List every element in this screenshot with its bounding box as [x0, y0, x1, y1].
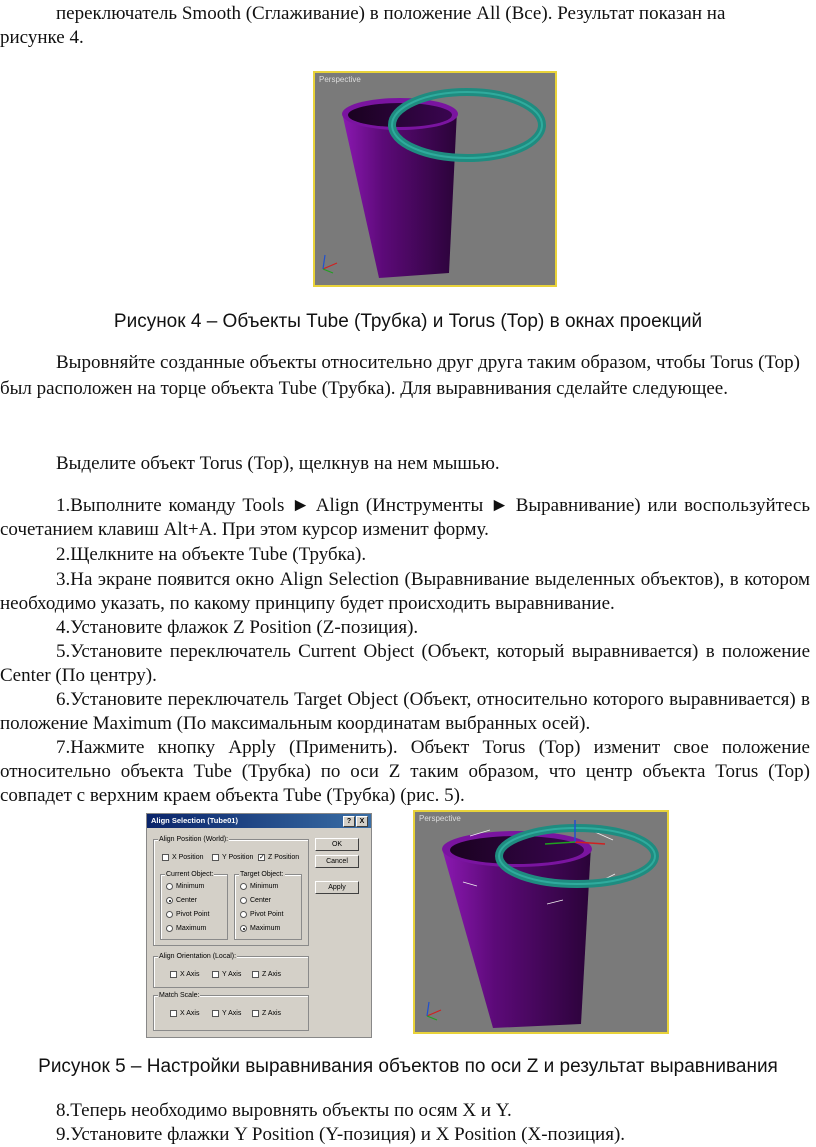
current-minimum-label: Minimum: [176, 883, 205, 890]
step-7: 7.Нажмите кнопку Apply (Применить). Объект Torus (Тор) изменит свое положение относительно объекта Tube (Трубка) по оси Z таким образом, что центр объекта Torus (Тор) совпадет с верхним краем объекта Tube (Трубка) (рис. 5).: [0, 737, 810, 806]
current-maximum-label: Maximum: [176, 925, 207, 932]
step-1: 1.Выполните команду Tools ► Align (Инструменты ► Выравнивание) или воспользуйтесь сочетанием клавиш Alt+A. При этом курсор изменит форму.: [0, 495, 810, 540]
figure-5-viewport: [413, 810, 669, 1034]
x-position-label: X Position: [172, 854, 204, 861]
step-9: 9.Установите флажки Y Position (Y-позиция) и X Position (X-позиция).: [56, 1124, 626, 1145]
target-object-title: Target Object:: [240, 871, 284, 878]
y-position-label: Y Position: [222, 854, 254, 861]
figure-4-viewport: [313, 71, 557, 287]
ok-button[interactable]: OK: [315, 838, 359, 851]
align-position-group: [153, 836, 309, 946]
dialog-titlebar: [147, 814, 371, 828]
help-button[interactable]: ?: [343, 816, 355, 827]
z-position-label: Z Position: [268, 854, 300, 861]
scale-x-label: X Axis: [180, 1010, 200, 1017]
align-position-title: Align Position (World):: [159, 836, 229, 843]
orient-z-label: Z Axis: [262, 971, 282, 978]
figure-5-caption: Рисунок 5 – Настройки выравнивания объектов по оси Z и результат выравнивания: [38, 1056, 778, 1077]
axis-gizmo-5: [427, 1002, 441, 1020]
target-maximum-radio[interactable]: [240, 925, 247, 932]
current-pivot-label: Pivot Point: [176, 911, 210, 918]
target-minimum-radio[interactable]: [240, 883, 247, 890]
scale-y-checkbox[interactable]: [212, 1010, 219, 1017]
align-selection-dialog: [146, 813, 372, 1038]
match-scale-title: Match Scale:: [159, 992, 200, 999]
target-pivot-label: Pivot Point: [250, 911, 284, 918]
orient-y-label: Y Axis: [222, 971, 242, 978]
current-minimum-radio[interactable]: [166, 883, 173, 890]
x-position-checkbox[interactable]: [162, 854, 169, 861]
tube-torus-render: [315, 73, 555, 285]
current-center-label: Center: [176, 897, 198, 904]
figure-4-caption: Рисунок 4 – Объекты Tube (Трубка) и Torus (Тор) в окнах проекций: [113, 311, 703, 332]
intro-line-1: переключатель Smooth (Сглаживание) в положение All (Все). Результат показан на: [56, 3, 726, 24]
target-center-radio[interactable]: [240, 897, 247, 904]
align-orientation-title: Align Orientation (Local):: [159, 953, 237, 960]
scale-x-checkbox[interactable]: [170, 1010, 177, 1017]
match-scale-group: [153, 992, 309, 1031]
apply-button[interactable]: Apply: [315, 881, 359, 894]
scale-z-checkbox[interactable]: [252, 1010, 259, 1017]
axis-gizmo: [323, 255, 337, 273]
target-object-group: [234, 871, 302, 940]
orient-x-label: X Axis: [180, 971, 200, 978]
current-object-group: [160, 871, 228, 940]
aligned-render: [415, 812, 667, 1032]
current-maximum-radio[interactable]: [166, 925, 173, 932]
paragraph-intro: [0, 2, 816, 50]
current-pivot-radio[interactable]: [166, 911, 173, 918]
close-button[interactable]: X: [356, 816, 368, 827]
step-6: 6.Установите переключатель Target Object (Объект, относительно которого выравнивается) в положение Maximum (По максимальным координатам выбранных осей).: [0, 689, 810, 734]
step-4: 4.Установите флажок Z Position (Z-позиция).: [56, 617, 419, 638]
step-5: 5.Установите переключатель Current Object (Объект, который выравнивается) в положение Center (По центру).: [0, 641, 810, 686]
orient-y-checkbox[interactable]: [212, 971, 219, 978]
target-pivot-radio[interactable]: [240, 911, 247, 918]
orient-x-checkbox[interactable]: [170, 971, 177, 978]
target-maximum-label: Maximum: [250, 925, 281, 932]
target-minimum-label: Minimum: [250, 883, 279, 890]
step-2: 2.Щелкните на объекте Tube (Трубка).: [56, 544, 367, 565]
scale-y-label: Y Axis: [222, 1010, 242, 1017]
viewport-label: Perspective: [319, 75, 361, 84]
z-position-checkbox[interactable]: ✓: [259, 854, 265, 861]
intro-line-2: рисунке 4.: [0, 27, 84, 48]
step-8: 8.Теперь необходимо выровнять объекты по осям X и Y.: [56, 1100, 512, 1121]
dialog-title: Align Selection (Tube01): [151, 816, 238, 825]
orient-z-checkbox[interactable]: [252, 971, 259, 978]
viewport-label-5: Perspective: [419, 814, 461, 823]
step-3: 3.На экране появится окно Align Selection (Выравнивание выделенных объектов), в котором необходимо указать, по какому принципу будет происходить выравнивание.: [0, 569, 810, 614]
current-object-title: Current Object:: [166, 871, 214, 878]
cancel-button[interactable]: Cancel: [315, 855, 359, 868]
align-orientation-group: [153, 953, 309, 988]
paragraph-align-intro: Выровняйте созданные объекты относительно друг друга таким образом, чтобы Torus (Тор) был расположен на торце объекта Tube (Трубка). Для выравнивания сделайте следующее.: [0, 352, 800, 399]
target-center-label: Center: [250, 897, 272, 904]
current-center-radio[interactable]: [166, 897, 173, 904]
scale-z-label: Z Axis: [262, 1010, 282, 1017]
paragraph-select-torus: Выделите объект Torus (Тор), щелкнув на нем мышью.: [56, 453, 500, 474]
y-position-checkbox[interactable]: [212, 854, 219, 861]
